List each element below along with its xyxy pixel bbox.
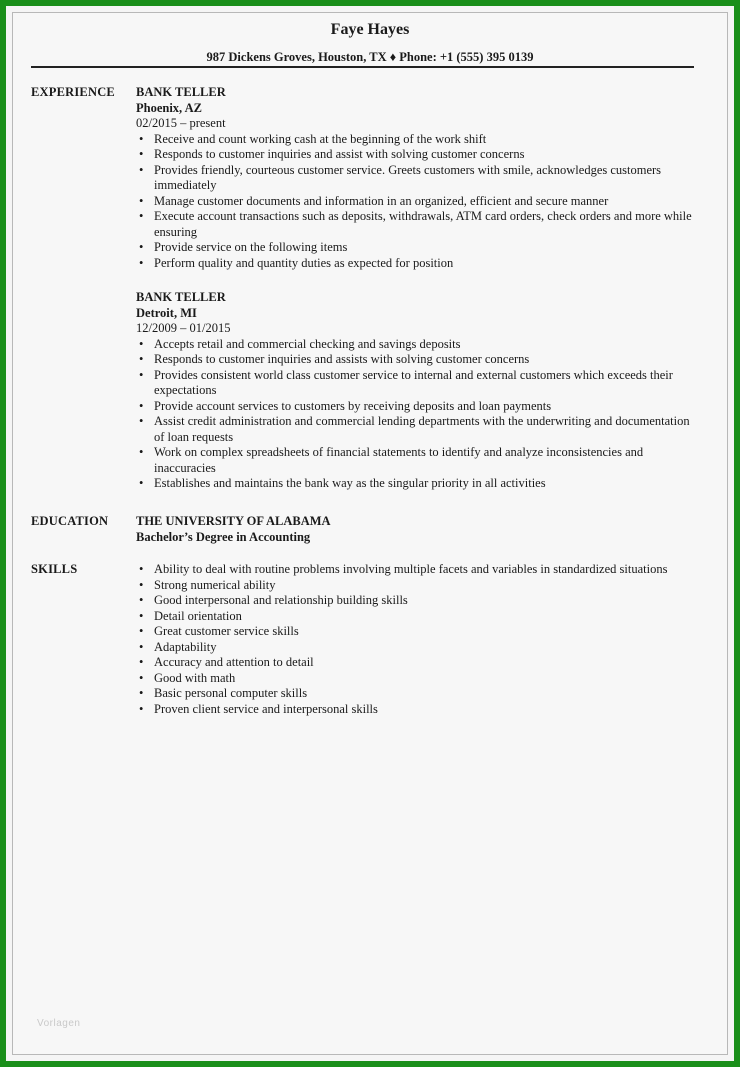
list-item: • Establishes and maintains the bank way as the singular priority in all activities <box>154 476 696 492</box>
list-item: • Provide service on the following items <box>154 240 696 256</box>
list-item: • Strong numerical ability <box>154 578 696 594</box>
list-item: • Responds to customer inquiries and assist with solving customer concerns <box>154 147 696 163</box>
job-bullet-list <box>136 337 696 492</box>
list-item: • Accepts retail and commercial checking and savings deposits <box>154 337 696 353</box>
contact-line: 987 Dickens Groves, Houston, TX ♦ Phone: +1 (555) 395 0139 <box>206 50 534 64</box>
section-title-experience: EXPERIENCE <box>31 85 115 99</box>
education-degree: Bachelor’s Degree in Accounting <box>136 529 311 544</box>
job-title: BANK TELLER <box>136 85 226 99</box>
list-item: • Proven client service and interpersonal skills <box>154 702 696 718</box>
list-item: • Responds to customer inquiries and assists with solving customer concerns <box>154 352 696 368</box>
list-item: • Great customer service skills <box>154 624 696 640</box>
resume-name: Faye Hayes <box>330 21 410 38</box>
job-dates: 12/2009 – 01/2015 <box>136 321 231 335</box>
list-item: • Provides consistent world class customer service to internal and external customers which exceeds their expectations <box>154 368 696 399</box>
section-title-education: EDUCATION <box>31 514 109 528</box>
list-item: • Good with math <box>154 671 696 687</box>
job-entry-1 <box>136 85 696 271</box>
list-item: • Detail orientation <box>154 609 696 625</box>
job-location: Detroit, MI <box>136 305 197 320</box>
section-title-skills: SKILLS <box>31 562 78 576</box>
education-school: THE UNIVERSITY OF ALABAMA <box>136 514 331 528</box>
job-entry-2 <box>136 290 696 492</box>
list-item: • Perform quality and quantity duties as expected for position <box>154 256 696 272</box>
list-item: • Accuracy and attention to detail <box>154 655 696 671</box>
watermark: Vorlagen <box>37 1018 81 1029</box>
list-item: • Assist credit administration and commercial lending departments with the underwriting and documentation of loan requests <box>154 414 696 445</box>
education-entry <box>136 514 696 545</box>
list-item: • Manage customer documents and information in an organized, efficient and secure manner <box>154 194 696 210</box>
list-item: • Receive and count working cash at the beginning of the work shift <box>154 132 696 148</box>
skills-entry <box>136 562 696 717</box>
list-item: • Adaptability <box>154 640 696 656</box>
list-item: • Ability to deal with routine problems involving multiple facets and variables in standardized situations <box>154 562 696 578</box>
list-item: • Basic personal computer skills <box>154 686 696 702</box>
job-title: BANK TELLER <box>136 290 226 304</box>
header-divider <box>31 66 694 68</box>
job-bullet-list <box>136 132 696 272</box>
list-item: • Work on complex spreadsheets of financial statements to identify and analyze inconsistencies and inaccuracies <box>154 445 696 476</box>
list-item: • Good interpersonal and relationship building skills <box>154 593 696 609</box>
list-item: • Provide account services to customers by receiving deposits and loan payments <box>154 399 696 415</box>
skills-list <box>136 562 696 717</box>
job-location: Phoenix, AZ <box>136 100 202 115</box>
job-dates: 02/2015 – present <box>136 116 226 130</box>
list-item: • Execute account transactions such as deposits, withdrawals, ATM card orders, check orders and more while ensuring <box>154 209 696 240</box>
list-item: • Provides friendly, courteous customer service. Greets customers with smile, acknowledges customers immediately <box>154 163 696 194</box>
